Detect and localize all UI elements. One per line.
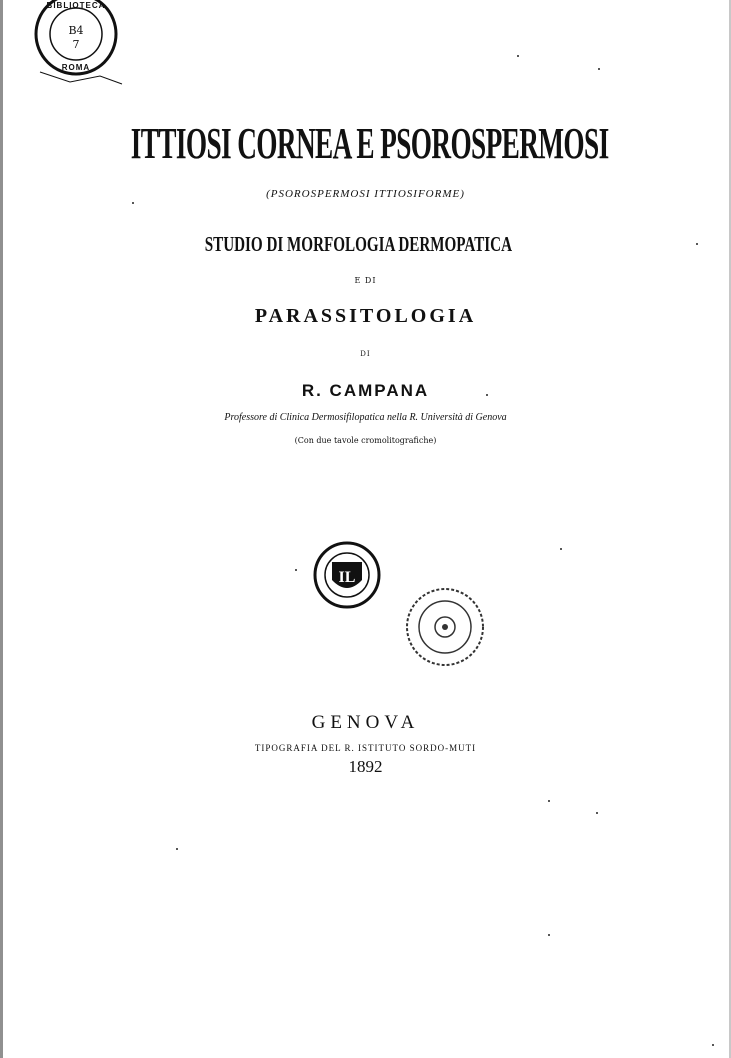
book-subtitle: (PSOROSPERMOSI ITTIOSIFORME)	[266, 188, 465, 200]
imprint-printer: TIPOGRAFIA DEL R. ISTITUTO SORDO-MUTI	[254, 743, 477, 753]
author-name: R. CAMPANA	[301, 381, 430, 400]
book-title: ITTIOSI CORNEA E PSOROSPERMOSI	[130, 119, 609, 168]
svg-text:BIBLIOTECA: BIBLIOTECA	[46, 1, 106, 10]
svg-text:7: 7	[72, 38, 80, 51]
svg-text:ROMA: ROMA	[61, 63, 91, 72]
printer-seal	[312, 540, 382, 610]
author-affiliation: Professore di Clinica Dermosifilopatica nella R. Università di Genova	[224, 412, 507, 423]
scan-speck	[517, 55, 519, 57]
imprint-year: 1892	[348, 757, 383, 776]
scan-speck	[696, 243, 698, 245]
scan-speck	[712, 1044, 714, 1046]
imprint-city: GENOVA	[311, 712, 420, 733]
scan-speck	[598, 68, 600, 70]
plates-note: (Con due tavole cromolitografiche)	[294, 436, 437, 445]
scan-speck	[486, 394, 488, 396]
scan-speck	[548, 800, 550, 802]
scan-speck	[548, 934, 550, 936]
scan-speck	[560, 548, 562, 550]
by-prefix: DI	[360, 350, 371, 358]
scan-speck	[295, 569, 297, 571]
topic-line: PARASSITOLOGIA	[254, 305, 477, 327]
scan-edge-left	[0, 0, 3, 1058]
study-line: STUDIO DI MORFOLOGIA DERMOPATICA	[204, 232, 513, 256]
svg-text:B4: B4	[68, 24, 84, 37]
scan-speck	[596, 812, 598, 814]
library-seal-round	[402, 584, 488, 670]
conjunction-line: E DI	[354, 276, 377, 285]
scan-speck	[132, 202, 134, 204]
library-stamp-top-left	[30, 0, 126, 90]
svg-text:IL: IL	[338, 569, 356, 586]
scan-speck	[176, 848, 178, 850]
